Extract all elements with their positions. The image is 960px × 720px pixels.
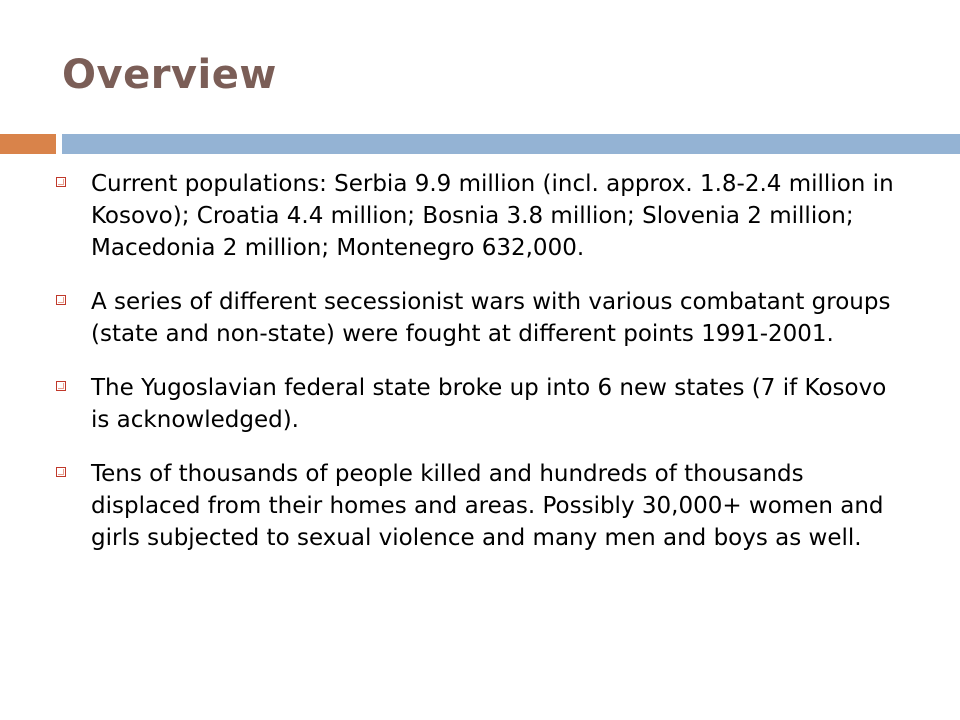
hollow-square-icon bbox=[56, 177, 66, 187]
bullet-item bbox=[56, 372, 896, 436]
bullet-text: Current populations: Serbia 9.9 million (incl. approx. 1.8-2.4 million in Kosovo); Croatia 4.4 million; Bosnia 3.8 million; Slovenia 2 million; Macedonia 2 million; Montenegro 632,000. bbox=[91, 171, 894, 261]
hollow-square-icon bbox=[56, 467, 66, 477]
title-rule-bar bbox=[62, 134, 960, 154]
title-accent-bar bbox=[0, 134, 56, 154]
bullet-item bbox=[56, 458, 896, 554]
bullet-item bbox=[56, 168, 896, 264]
bullet-text: The Yugoslavian federal state broke up into 6 new states (7 if Kosovo is acknowledged). bbox=[91, 375, 887, 433]
bullet-item bbox=[56, 286, 896, 350]
bullet-text: A series of different secessionist wars with various combatant groups (state and non-state) were fought at different points 1991-2001. bbox=[91, 289, 891, 347]
bullet-list bbox=[56, 168, 896, 576]
bullet-text: Tens of thousands of people killed and hundreds of thousands displaced from their homes and areas. Possibly 30,000+ women and girls subjected to sexual violence and many men and boys as well. bbox=[91, 461, 884, 551]
slide-title: Overview bbox=[62, 52, 277, 98]
hollow-square-icon bbox=[56, 381, 66, 391]
hollow-square-icon bbox=[56, 295, 66, 305]
